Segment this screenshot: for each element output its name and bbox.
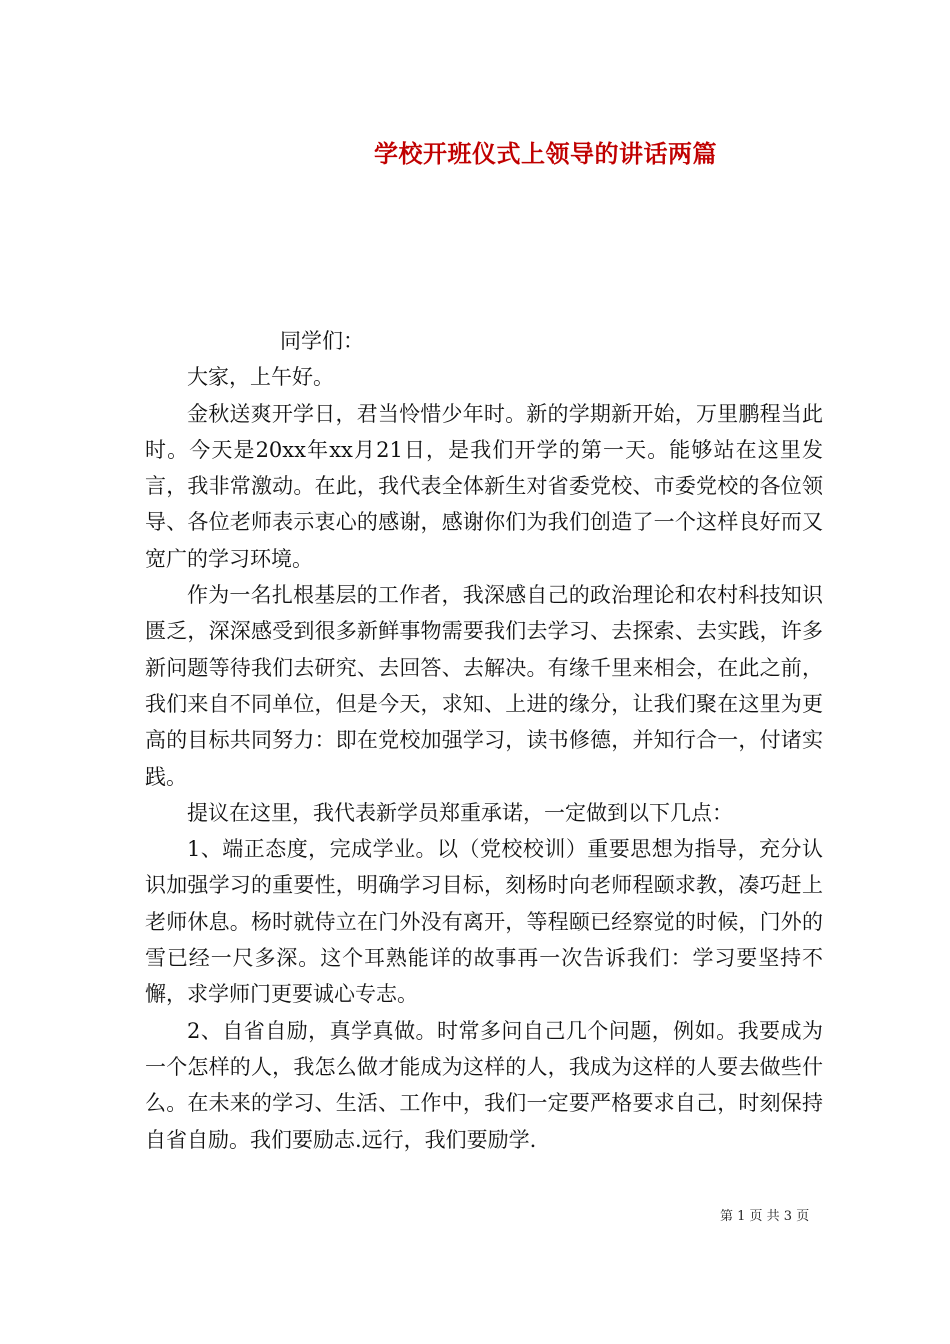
paragraph-point-1: 1、端正态度，完成学业。以（党校校训）重要思想为指导，充分认识加强学习的重要性，明确学习目标，刻杨时向老师程颐求教，凑巧赶上老师休息。杨时就侍立在门外没有离开，等程颐已经察觉的时候，门外的雪已经一尺多深。这个耳熟能详的故事再一次告诉我们：学习要坚持不懈，求学师门更要诚心专志。 [145,837,823,1007]
paragraph-reflection: 作为一名扎根基层的工作者，我深感自己的政治理论和农村科技知识匮乏，深深感受到很多新鲜事物需要我们去学习、去探索、去实践，许多新问题等待我们去研究、去回答、去解决。有缘千里来相会，在此之前，我们来自不同单位，但是今天，求知、上进的缘分，让我们聚在这里为更高的目标共同努力：即在党校加强学习，读书修德，并知行合一，付诸实践。 [145,583,823,789]
page-number-footer: 第 1 页 共 3 页 [720,1209,810,1224]
salutation: 同学们： [280,329,364,353]
paragraph-point-2: 2、自省自励，真学真做。时常多问自己几个问题，例如。我要成为一个怎样的人，我怎么做才能成为这样的人，我成为这样的人要去做些什么。在未来的学习、生活、工作中，我们一定要严格要求自己，时刻保持自省自励。我们要励志.远行，我们要励学. [145,1018,823,1152]
document-title: 学校开班仪式上领导的讲话两篇 [374,139,717,168]
greeting: 大家，上午好。 [187,365,334,390]
paragraph-opening: 金秋送爽开学日，君当怜惜少年时。新的学期新开始，万里鹏程当此时。今天是20xx年xx月21日，是我们开学的第一天。能够站在这里发言，我非常激动。在此，我代表全体新生对省委党校、市委党校的各位领导、各位老师表示衷心的感谢，感谢你们为我们创造了一个这样良好而又宽广的学习环境。 [145,401,823,571]
paragraph-pledge-intro: 提议在这里，我代表新学员郑重承诺，一定做到以下几点： [187,800,733,825]
document-body [145,323,823,1158]
